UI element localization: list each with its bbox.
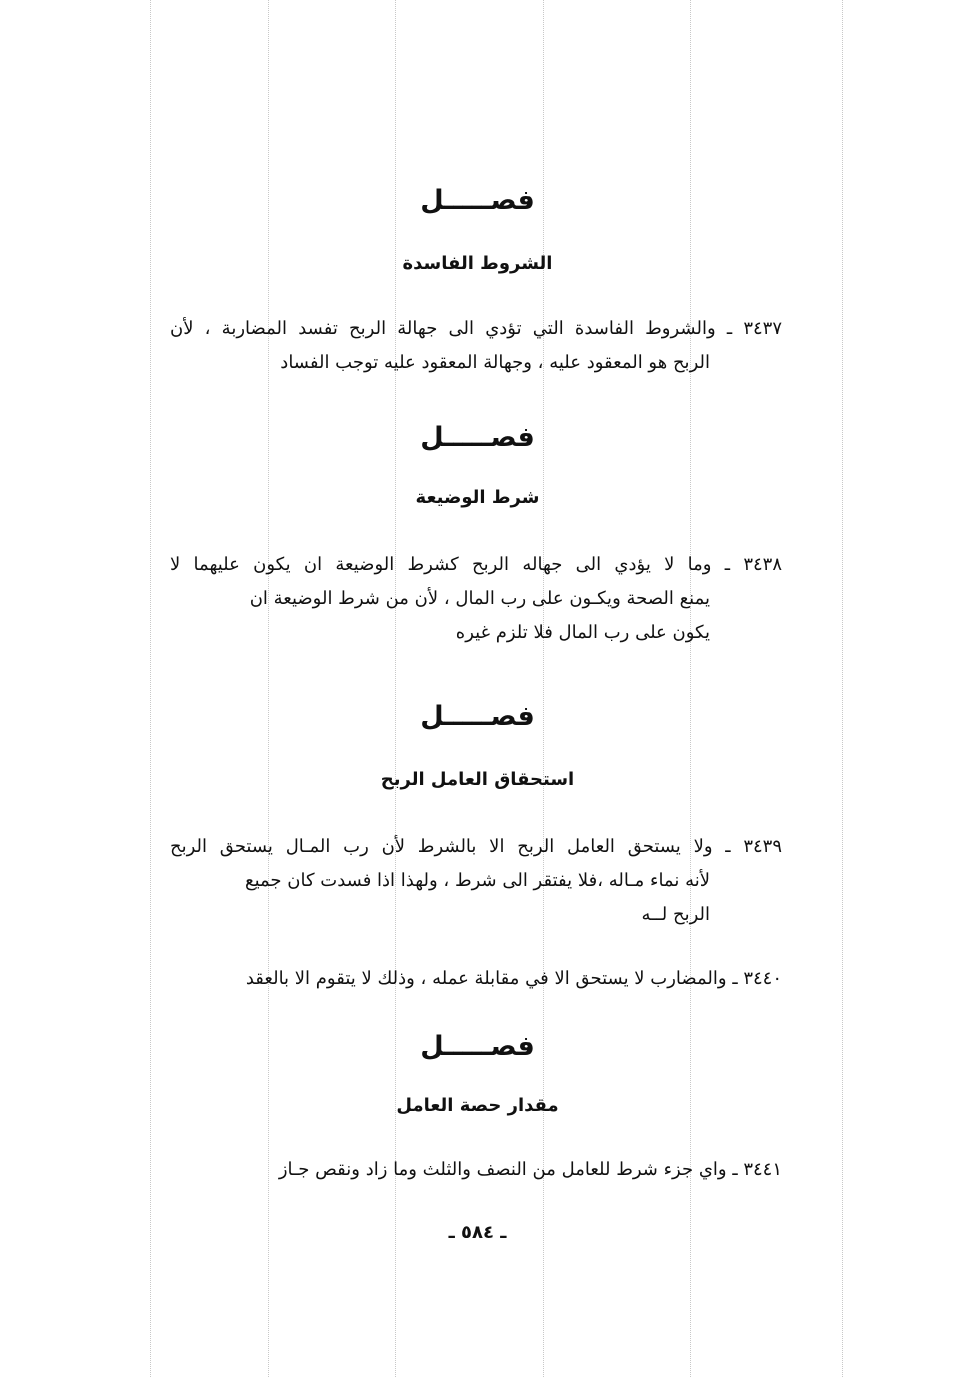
paragraph-3440 (170, 962, 782, 996)
paragraph-3441 (170, 1153, 782, 1187)
section-divider-fasl: فصـــــل (420, 185, 535, 216)
section-divider-fasl: فصـــــل (420, 701, 535, 732)
section-divider-fasl: فصـــــل (420, 422, 535, 453)
paragraph-line: الربح هو المعقود عليه ، وجهالة المعقود عليه توجب الفساد (280, 352, 710, 373)
paragraph-line: ٣٤٣٨ ـ وما لا يؤدي الى جهاله الربح كشرط الوضيعة ان يكون عليهما لا (170, 554, 782, 575)
paragraph-line: ٣٤٣٩ ـ ولا يستحق العامل الربح الا بالشرط لأن رب المـال يستحق الربح (170, 836, 782, 857)
paragraph-3438 (170, 548, 782, 650)
section-title: مقدار حصة العامل (396, 1095, 559, 1116)
section-title: الشروط الفاسدة (402, 253, 553, 274)
paragraph-3437 (170, 312, 782, 380)
paragraph-line: يكون على رب المال فلا تلزم غيره (455, 622, 710, 643)
page-number: ـ ٥٨٤ ـ (448, 1222, 507, 1243)
paragraph-line: الربح لــه (641, 904, 710, 925)
paragraph-3439 (170, 830, 782, 932)
paragraph-line: ٣٤٤٠ ـ والمضارب لا يستحق الا في مقابلة عمله ، وذلك لا يتقوم الا بالعقد (245, 968, 782, 989)
paragraph-line: ٣٤٣٧ ـ والشروط الفاسدة التي تؤدي الى جهالة الربح تفسد المضاربة ، لأن (170, 318, 782, 339)
paragraph-line: لأنه نماء مـاله ،فلا يفتقر الى شرط ، ولهذا اذا فسدت كان جميع (245, 870, 710, 891)
section-title: استحقاق العامل الربح (380, 769, 575, 790)
paragraph-line: ٣٤٤١ ـ واي جزء شرط للعامل من النصف والثلث وما زاد ونقص جـاز (278, 1159, 782, 1180)
section-title: شرط الوضيعة (415, 487, 540, 508)
section-divider-fasl: فصـــــل (420, 1031, 535, 1062)
paragraph-line: يمنع الصحة ويكـون على رب المال ، لأن من شرط الوضيعة ان (249, 588, 710, 609)
